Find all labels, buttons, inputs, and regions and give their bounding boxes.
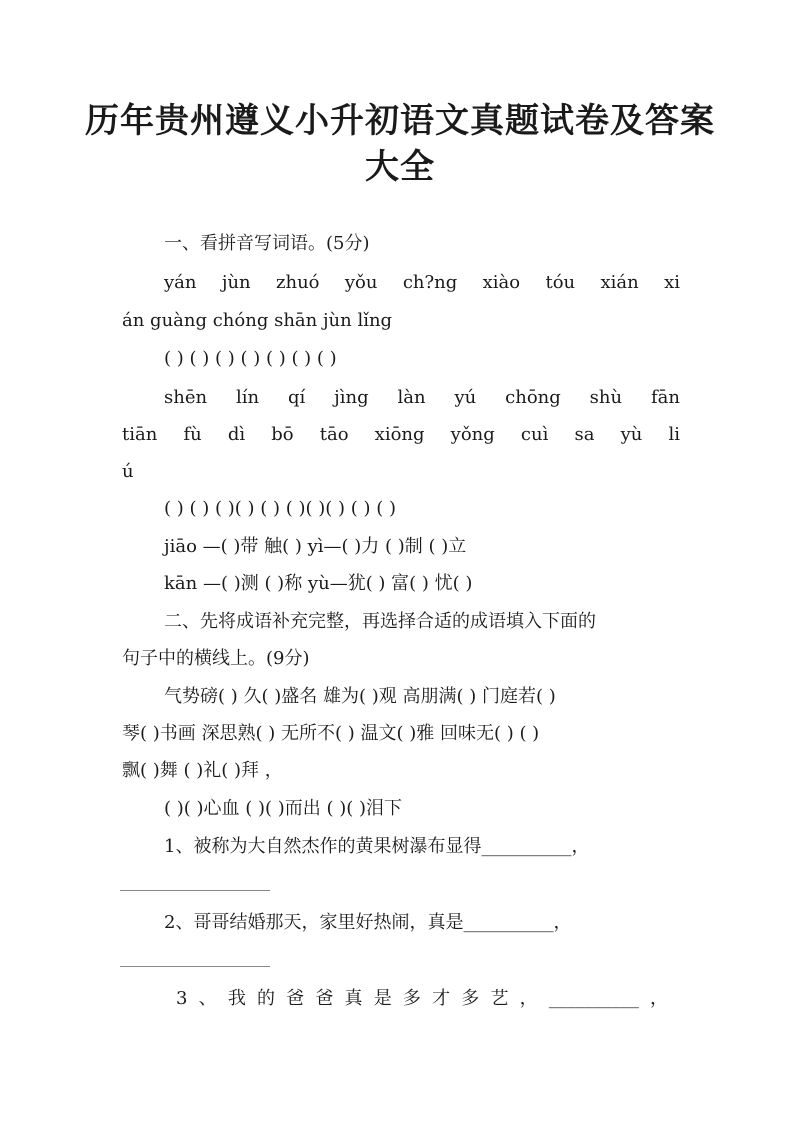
pinyin-line: tiān fù dì bō tāo xiōng yǒng cuì sa yù li: [122, 424, 680, 445]
pinyin-line: án guàng chóng shān jùn lǐng: [122, 310, 393, 331]
pinyin-line: ú: [122, 461, 134, 482]
question-1: 1、被称为大自然杰作的黄果树瀑布显得__________，: [164, 836, 590, 857]
pinyin-line: shēn lín qí jìng làn yú chōng shù fān: [164, 387, 680, 408]
section-1-heading: 一、看拼音写词语。(5分): [164, 233, 370, 254]
document-title-line-1: 历年贵州遵义小升初语文真题试卷及答案: [85, 101, 715, 141]
polyphone-line: jiāo —( )带 触( ) yì—( )力 ( )制 ( )立: [164, 536, 467, 557]
answer-line: [120, 890, 270, 891]
idioms-line: 琴( )书画 深思熟( ) 无所不( ) 温文( )雅 回味无( ) ( ): [122, 723, 540, 744]
document-title-line-2: 大全: [365, 147, 435, 187]
section-2-heading: 二、先将成语补充完整，再选择合适的成语填入下面的: [164, 611, 596, 632]
idioms-line: 气势磅( ) 久( )盛名 雄为( )观 高朋满( ) 门庭若( ): [164, 686, 556, 707]
answer-blanks-row: ( ) ( ) ( )( ) ( ) ( )( )( ) ( ) ( ): [164, 498, 396, 519]
answer-blanks-row: ( ) ( ) ( ) ( ) ( ) ( ) ( ): [164, 348, 337, 369]
question-2: 2、哥哥结婚那天，家里好热闹，真是__________，: [164, 912, 572, 933]
answer-line: [120, 966, 270, 967]
idioms-line: ( )( )心血 ( )( )而出 ( )( )泪下: [164, 798, 403, 819]
question-3: 3、我的爸爸真是多才多艺，__________，: [176, 988, 668, 1009]
section-2-heading-cont: 句子中的横线上。(9分): [122, 648, 310, 669]
pinyin-line: yán jùn zhuó yǒu ch?ng xiào tóu xián xi: [164, 272, 680, 293]
idioms-line: 飘( )舞 ( )礼( )拜 ，: [122, 760, 283, 781]
polyphone-line: kān —( )测 ( )称 yù—犹( ) 富( ) 忧( ): [164, 573, 473, 594]
